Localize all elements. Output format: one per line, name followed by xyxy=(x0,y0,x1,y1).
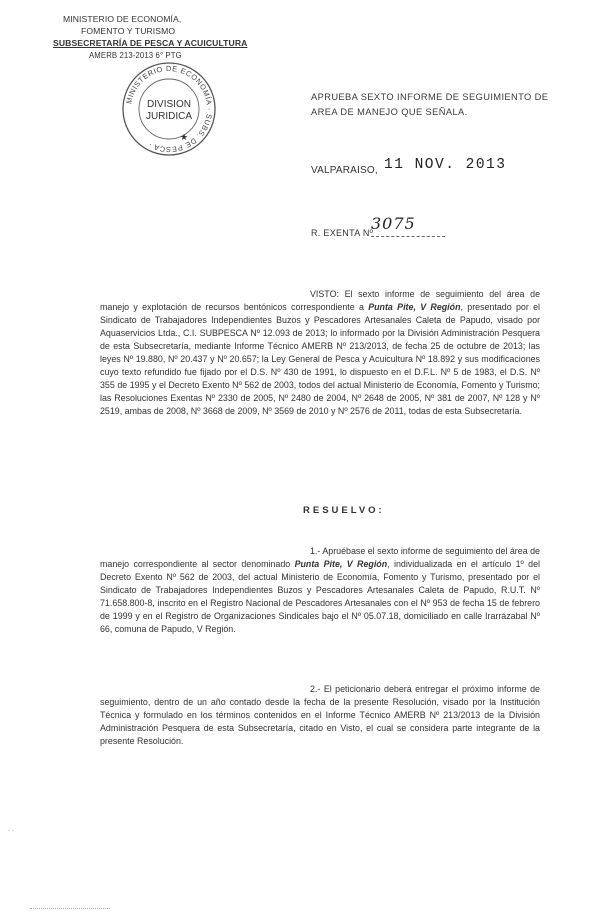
star-icon: ★ xyxy=(180,132,189,142)
resolution-item-2 xyxy=(100,683,540,748)
item1-text-part2: , individualizada en el artículo 1º del Decreto Exento Nº 562 de 2003, del actual Ministerio de Economía, Fomento y Turismo, presentado por el Sindicato de Trabajadores Independientes Buzos y Pescadores Artesanales Caleta de Papudo, R.U.T. Nº 71.658.800-8, inscrito en el Registro Nacional de Pescadores Artesanales con el Nº 953 de fecha 15 de febrero de 1999 y en el Registro de Organizaciones Sindicales bajo el Nº 05.07.18, domiciliado en calle Irarrázabal Nº 66, comuna de Papudo, V Región. xyxy=(100,558,540,634)
visto-paragraph xyxy=(100,288,540,418)
exenta-label: R. EXENTA Nº xyxy=(311,228,374,238)
resolution-subject xyxy=(311,90,561,119)
resolution-item-1 xyxy=(100,545,540,636)
ministry-subtitle: FOMENTO Y TURISMO xyxy=(81,26,176,36)
letterhead xyxy=(53,14,253,64)
reference-code: AMERB 213-2013 6° PTG xyxy=(89,51,182,60)
stamp-graphic xyxy=(120,60,218,158)
item1-number: 1.- xyxy=(310,546,321,556)
subject-line2: AREA DE MANEJO QUE SEÑALA. xyxy=(311,106,468,117)
margin-mark: . . xyxy=(8,826,14,833)
item1-text-part1: Apruébase el sexto informe de seguimiento del área de manejo correspondiente al sector denominado xyxy=(100,546,540,569)
stamp-center-line2: JURIDICA xyxy=(145,111,193,122)
item1-place-name: Punta Pite, V Región xyxy=(294,558,388,569)
item2-number: 2.- xyxy=(310,684,321,694)
exenta-underline xyxy=(371,228,445,237)
date-stamp: 11 NOV. 2013 xyxy=(384,157,507,173)
subject-line1: APRUEBA SEXTO INFORME DE SEGUIMIENTO DE xyxy=(311,92,549,102)
exenta-number: 3075 xyxy=(371,214,416,233)
visto-text-part1: El sexto informe de seguimiento del área de manejo y explotación de recursos bentónicos correspondiente a xyxy=(100,289,541,312)
date-place: VALPARAISO, xyxy=(311,165,378,176)
visto-label: VISTO: xyxy=(310,289,339,299)
stamp-center-line1: DIVISION xyxy=(147,99,191,110)
item2-text: El peticionario deberá entregar el próximo informe de seguimiento, dentro de un año contado desde la fecha de la presente Resolución, visado por la Institución Técnica y formulado en los términos contenidos en el Informe Técnico AMERB Nº 213/2013 de la División Administración Pesquera de esta Subsecretaría, citado en Visto, el cual se considera parte integrante de la presente Resolución. xyxy=(100,684,540,746)
ministry-name: MINISTERIO DE ECONOMÍA, xyxy=(63,14,182,24)
visto-text-part2: , presentado por el Sindicato de Trabajadores Independientes Buzos y Pescadores Artesanales Caleta de Papudo, visado por Aquaservicios Ltda., C.I. SUBPESCA Nº 12.093 de 2013; lo informado por la División Administración Pesquera de esta Subsecretaría, mediante Informe Técnico AMERB Nº 213/2013, de fecha 25 de octubre de 2013; las leyes Nº 19.880, Nº 20.437 y Nº 20.657; la Ley General de Pesca y Acuicultura Nº 18.892 y sus modificaciones cuyo texto refundido fue fijado por el D.S. Nº 430 de 1991, lo dispuesto en el D.F.L. Nº 5 de 1983, el D.S. Nº 355 de 1995 y el Decreto Exento Nº 562 de 2003, todos del actual Ministerio de Economía, Fomento y Turismo; las Resoluciones Exentas Nº 2330 de 2005, Nº 2480 de 2004, Nº 2648 de 2005, Nº 381 de 2007, Nº 128 y Nº 2519, ambas de 2008, Nº 3668 de 2009, Nº 3569 de 2010 y Nº 2576 de 2011, todas de esta Subsecretaría. xyxy=(100,301,540,416)
stamp-ring-text: MINISTERIO DE ECONOMÍA · SUBS. DE PESCA · xyxy=(124,63,215,155)
subsecretaria-name: SUBSECRETARÍA DE PESCA Y ACUICULTURA xyxy=(53,38,248,48)
division-juridica-stamp xyxy=(120,60,218,158)
footer-scan-mark xyxy=(30,908,110,909)
visto-place-name: Punta Pite, V Región xyxy=(368,301,461,312)
resuelvo-heading: RESUELVO: xyxy=(303,505,385,516)
